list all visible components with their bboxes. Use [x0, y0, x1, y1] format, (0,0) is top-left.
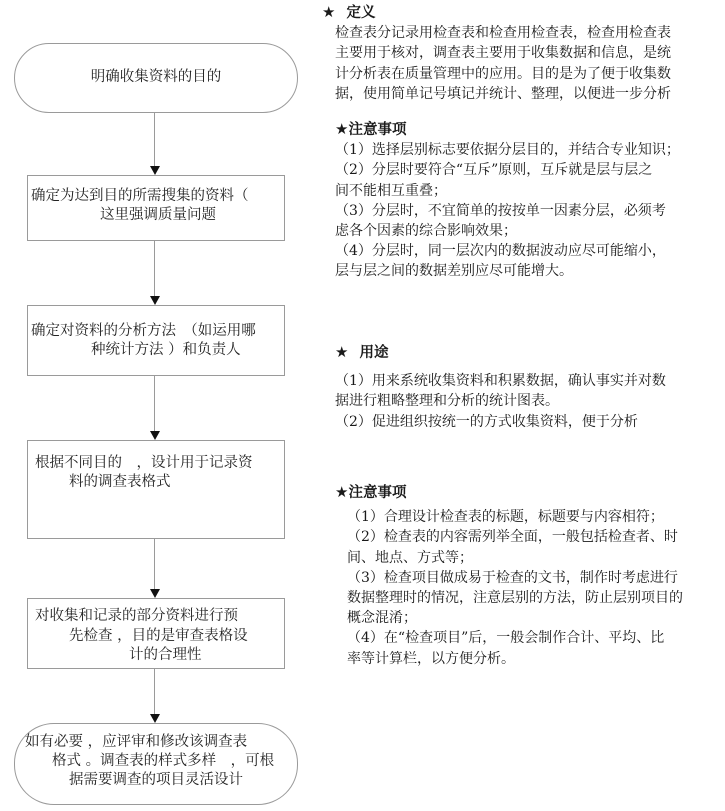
node-text: 这里强调质量问题 — [100, 207, 216, 223]
star-icon: ★ — [322, 3, 336, 21]
flow-node-pre-check — [27, 598, 285, 669]
star-icon: ★ — [335, 483, 349, 501]
connector-line — [154, 669, 155, 714]
flow-node-design-form — [27, 440, 285, 539]
flowchart — [0, 0, 320, 811]
node-text: 料的调查表格式 — [69, 474, 171, 490]
node-text: 如有必要 ，应评审和修改该调查表 — [25, 734, 248, 750]
section-heading: ★ 定义 — [322, 3, 376, 21]
arrow-down-icon — [150, 589, 160, 598]
connector-line — [154, 539, 155, 589]
connector-line — [154, 376, 155, 431]
flow-node-start — [14, 43, 298, 113]
flow-node-analysis-method — [27, 305, 285, 376]
notes-section-2: ★注意事项 （1）合理设计检查表的标题，标题要与内容相符； （2）检查表的内容需列举全面，一般包括检查者、时 间、地点、方式等； （3）检查项目做成易于检查的文书，制作时考虑进行 数据整理时的情况，注意层别的方法，防止层别项目的 概念混淆； （4）在“检查项目”后，一般会制作合计、平均、比 率等计算栏，以方便分析。 — [335, 483, 683, 667]
node-text: 确定对资料的分析方法 （如运用哪 — [31, 323, 256, 339]
node-text: 据需要调查的项目灵活设计 — [69, 772, 243, 788]
node-text: 根据不同目的 ，设计用于记录资 — [35, 455, 253, 471]
node-text: 种统计方法 ）和负责人 — [91, 342, 241, 358]
node-text: 对收集和记录的部分资料进行预 — [35, 608, 238, 624]
node-text: 明确收集资料的目的 — [90, 69, 222, 85]
flow-node-determine-data — [27, 175, 285, 241]
star-icon: ★ — [335, 120, 349, 138]
section-heading: ★ 用途 — [335, 343, 389, 361]
star-icon: ★ — [335, 343, 349, 361]
definition-section: ★ 定义 检查表分记录用检查表和检查用检查表，检查用检查表 主要用于核对，调查表主要用于收集数据和信息，是统 计分析表在质量管理中的应用。目的是为了便于收集数 据，使用简单记号填记并统计、整理，以便进一步分析 — [322, 3, 671, 102]
arrow-down-icon — [150, 166, 160, 175]
node-text: 先检查 ，目的是审查表格设 — [69, 627, 248, 644]
notes-section-1: ★注意事项 （1）选择层别标志要依据分层目的，并结合专业知识； （2）分层时要符合“互斥”原则，互斥就是层与层之 间不能相互重叠； （3）分层时，不宜简单的按按单一因素分层，必须考 虑各个因素的综合影响效果； （4）分层时，同一层次内的数据波动应尽可能缩小， 层与层之间的数据差别应尽可能增大。 — [335, 120, 680, 280]
usage-section: ★ 用途 （1）用来系统收集资料和积累数据，确认事实并对数 据进行粗略整理和分析的统计图表。 （2）促进组织按统一的方式收集资料，便于分析 — [335, 343, 666, 430]
flow-node-end — [14, 723, 298, 805]
arrow-down-icon — [150, 714, 160, 723]
connector-line — [154, 241, 155, 296]
node-text: 计的合理性 — [129, 647, 202, 663]
node-text: 格式 。调查表的样式多样 ，可根 — [52, 753, 275, 769]
arrow-down-icon — [150, 431, 160, 440]
node-text: 确定为达到目的所需搜集的资料（ — [31, 188, 249, 204]
arrow-down-icon — [150, 296, 160, 305]
section-heading: ★注意事项 — [335, 120, 407, 138]
connector-line — [154, 113, 155, 166]
section-heading: ★注意事项 — [335, 483, 407, 501]
